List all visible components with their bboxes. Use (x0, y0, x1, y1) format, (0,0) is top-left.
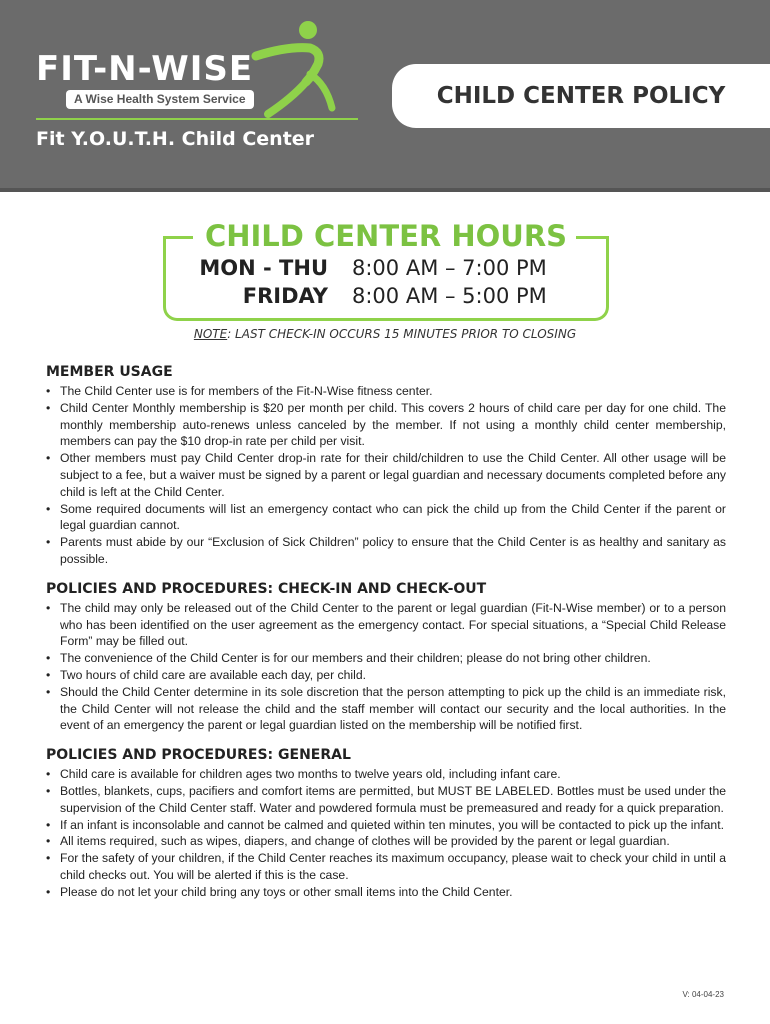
member-usage-list (46, 383, 726, 568)
list-item: • If an infant is inconsolable and cannot be calmed and quieted within ten minutes, you will be contacted to pick up the infant. (60, 817, 726, 834)
general-list (46, 766, 726, 900)
list-item: • The convenience of the Child Center is for our members and their children; please do not bring other children. (60, 650, 726, 667)
list-item: • Should the Child Center determine in its sole discretion that the person attempting to pick up the child is an immediate risk, the Child Center will not release the child and the staff member will contact our security and the local authorities. In the event of an emergency the parent or legal guardian listed on the membership will be notified first. (60, 684, 726, 734)
list-item: • Parents must abide by our “Exclusion of Sick Children” policy to ensure that the Child Center is as healthy and sanitary as possible. (60, 534, 726, 568)
header-banner (0, 0, 770, 192)
list-item: • For the safety of your children, if the Child Center reaches its maximum occupancy, please wait to check your child in until a child checks out. You will be alerted if this is the case. (60, 850, 726, 884)
logo-tagline: A Wise Health System Service (66, 90, 254, 109)
hours-row (170, 284, 600, 312)
runner-logo-icon (248, 18, 338, 118)
section-heading-check-in-out: POLICIES AND PROCEDURES: CHECK-IN AND CHECK-OUT (46, 580, 487, 597)
logo-wordmark: FIT-N-WISE (36, 49, 254, 89)
section-heading-general: POLICIES AND PROCEDURES: GENERAL (46, 747, 351, 764)
document-title-box (392, 64, 770, 128)
hours-title: CHILD CENTER HOURS (204, 219, 568, 253)
center-name: Fit Y.O.U.T.H. Child Center (36, 128, 315, 150)
hours-row (170, 256, 600, 284)
list-item: • The child may only be released out of the Child Center to the parent or legal guardian (Fit-N-Wise member) or to a person who has been identified on the user agreement as the emergency contact. For special situations, a “Special Child Release Form” may be filled out. (60, 600, 726, 650)
list-item: • Bottles, blankets, cups, pacifiers and comfort items are permitted, but MUST BE LABELED. Bottles must be used under the supervision of the Child Center staff. Water and powdered formula must be premeasured and ready for a quick preparation. (60, 783, 726, 817)
hours-time: 8:00 AM – 7:00 PM (352, 256, 547, 280)
list-item: • Child Center Monthly membership is $20 per month per child. This covers 2 hours of child care per day for one child. The monthly membership auto-renews unless canceled by the member. If not using a monthly child center membership, members can pay the $10 drop-in rate per child per visit. (60, 400, 726, 450)
list-item: • Please do not let your child bring any toys or other small items into the Child Center. (60, 884, 726, 901)
list-item: • Some required documents will list an emergency contact who can pick the child up from the Child Center if the parent or legal guardian cannot. (60, 501, 726, 535)
list-item: • The Child Center use is for members of the Fit-N-Wise fitness center. (60, 383, 726, 400)
list-item: • Other members must pay Child Center drop-in rate for their child/children to use the Child Center. All other usage will be subject to a fee, but a waiver must be signed by a parent or legal guardian and necessary documents completed before any child is left at the Child Center. (60, 450, 726, 500)
note-label: NOTE (193, 327, 228, 341)
policy-content (46, 364, 726, 914)
hours-day: FRIDAY (242, 284, 328, 308)
list-item: • Two hours of child care are available each day, per child. (60, 667, 726, 684)
list-item: • All items required, such as wipes, diapers, and change of clothes will be provided by the parent or legal guardian. (60, 833, 726, 850)
section-heading-member-usage: MEMBER USAGE (46, 364, 173, 380)
hours-note (0, 327, 770, 341)
note-text: : LAST CHECK-IN OCCURS 15 MINUTES PRIOR TO CLOSING (227, 327, 577, 341)
hours-time: 8:00 AM – 5:00 PM (352, 284, 547, 308)
version-label: V: 04-04-23 (682, 990, 724, 999)
header-divider (36, 118, 358, 120)
hours-day: MON - THU (199, 256, 328, 280)
document-title: CHILD CENTER POLICY (436, 83, 726, 109)
check-in-out-list (46, 600, 726, 734)
list-item: • Child care is available for children ages two months to twelve years old, including infant care. (60, 766, 726, 783)
